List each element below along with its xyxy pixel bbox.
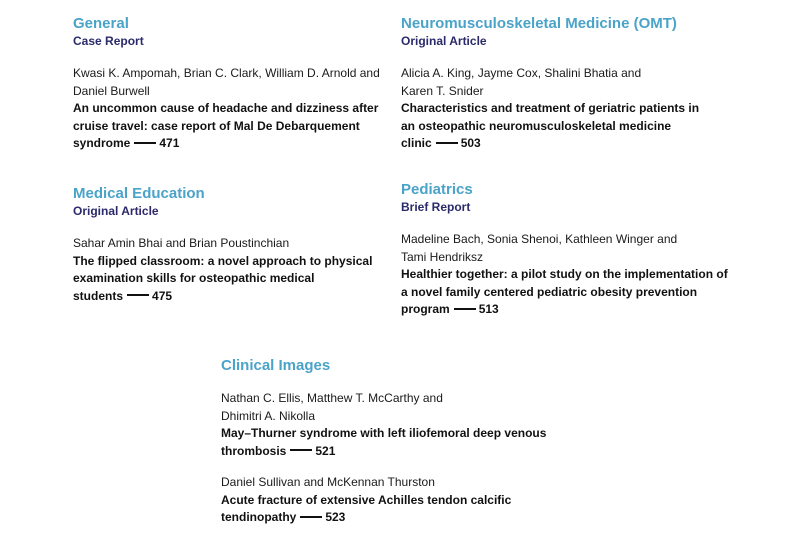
article-authors (221, 474, 551, 492)
author-line: Karen T. Snider (401, 83, 484, 98)
author-line: Madeline Bach, Sonia Shenoi, Kathleen Winger and (401, 232, 678, 246)
section-general (73, 14, 391, 167)
title-line (73, 135, 391, 153)
page-dash (436, 142, 458, 144)
section-neuromusculoskeletal-medicine (401, 14, 731, 167)
title-line-text: Healthier together: a pilot study on the implementation of (401, 267, 728, 281)
title-line (73, 270, 391, 288)
author-line: Alicia A. King, Jayme Cox, Shalini Bhatia and (401, 66, 642, 80)
article-entry[interactable] (401, 65, 731, 153)
title-line-text: May–Thurner syndrome with left iliofemoral deep venous (221, 426, 547, 440)
section-title: Medical Education (73, 185, 205, 202)
article-title (73, 253, 391, 306)
title-line-text: clinic (401, 136, 432, 150)
title-line-text: examination skills for osteopathic medical (73, 271, 315, 285)
title-line-text: tendinopathy (221, 510, 297, 524)
article-title (221, 425, 551, 460)
article-title (73, 100, 391, 153)
article-entry[interactable] (73, 65, 391, 153)
page-dash (290, 449, 312, 451)
article-entry[interactable] (221, 390, 551, 460)
article-authors (221, 390, 551, 425)
author-line: Kwasi K. Ampomah, Brian C. Clark, William D. Arnold and (73, 66, 380, 80)
title-line-text: an osteopathic neuromusculoskeletal medicine (401, 118, 672, 133)
article-authors (73, 235, 391, 253)
title-line (401, 301, 731, 319)
article-title (401, 266, 731, 319)
article-entry[interactable] (73, 235, 391, 305)
page-number[interactable]: 513 (478, 302, 499, 316)
page-dash (134, 142, 156, 144)
title-line (73, 100, 391, 118)
title-line-text: An uncommon cause of headache and dizziness after (73, 101, 379, 115)
title-line-text: Acute fracture of extensive Achilles tendon calcific (221, 492, 512, 507)
article-type: Case Report (73, 34, 144, 48)
title-line-text: cruise travel: case report of Mal De Debarquement (73, 118, 360, 133)
author-line: Sahar Amin Bhai and Brian Poustinchian (73, 236, 290, 250)
page-dash (300, 516, 322, 518)
article-type: Original Article (401, 34, 487, 48)
section-clinical-images (221, 356, 551, 541)
page-number[interactable]: 471 (159, 136, 180, 150)
title-line (221, 443, 551, 461)
page-number[interactable]: 521 (315, 443, 336, 458)
title-line-text: program (401, 302, 450, 316)
page-number[interactable]: 503 (460, 136, 481, 150)
article-authors (401, 231, 731, 266)
article-authors (73, 65, 391, 100)
title-line (73, 253, 391, 271)
title-line-text: thrombosis (221, 443, 287, 458)
title-line (401, 118, 731, 136)
title-line (73, 288, 391, 306)
article-entry[interactable] (221, 474, 551, 527)
author-line: Tami Hendriksz (401, 249, 484, 264)
author-line: Daniel Sullivan and McKennan Thurston (221, 475, 435, 489)
title-line (401, 284, 731, 302)
article-title (401, 100, 731, 153)
article-type: Brief Report (401, 200, 471, 214)
page-dash (454, 308, 476, 310)
section-title: General (73, 15, 129, 32)
title-line (401, 135, 731, 153)
title-line (221, 509, 551, 527)
page-dash (127, 294, 149, 296)
title-line-text: students (73, 288, 124, 303)
author-line: Daniel Burwell (73, 83, 150, 98)
section-title: Pediatrics (401, 181, 473, 198)
title-line-text: The flipped classroom: a novel approach to physical (73, 253, 373, 268)
author-line: Nathan C. Ellis, Matthew T. McCarthy and (221, 391, 443, 405)
section-medical-education (73, 184, 391, 319)
title-line (401, 266, 731, 284)
article-title (221, 492, 551, 527)
title-line (221, 492, 551, 510)
article-entry[interactable] (401, 231, 731, 319)
article-authors (401, 65, 731, 100)
title-line (221, 425, 551, 443)
title-line-text: a novel family centered pediatric obesity prevention (401, 284, 698, 299)
title-line (401, 100, 731, 118)
article-type: Original Article (73, 204, 159, 218)
page-number[interactable]: 475 (152, 288, 173, 303)
title-line-text: syndrome (73, 136, 131, 150)
section-pediatrics (401, 180, 731, 333)
title-line (73, 118, 391, 136)
section-title: Clinical Images (221, 357, 331, 374)
page-number[interactable]: 523 (325, 510, 346, 524)
author-line: Dhimitri A. Nikolla (221, 408, 316, 423)
section-title: Neuromusculoskeletal Medicine (OMT) (401, 15, 677, 32)
title-line-text: Characteristics and treatment of geriatric patients in (401, 101, 700, 115)
